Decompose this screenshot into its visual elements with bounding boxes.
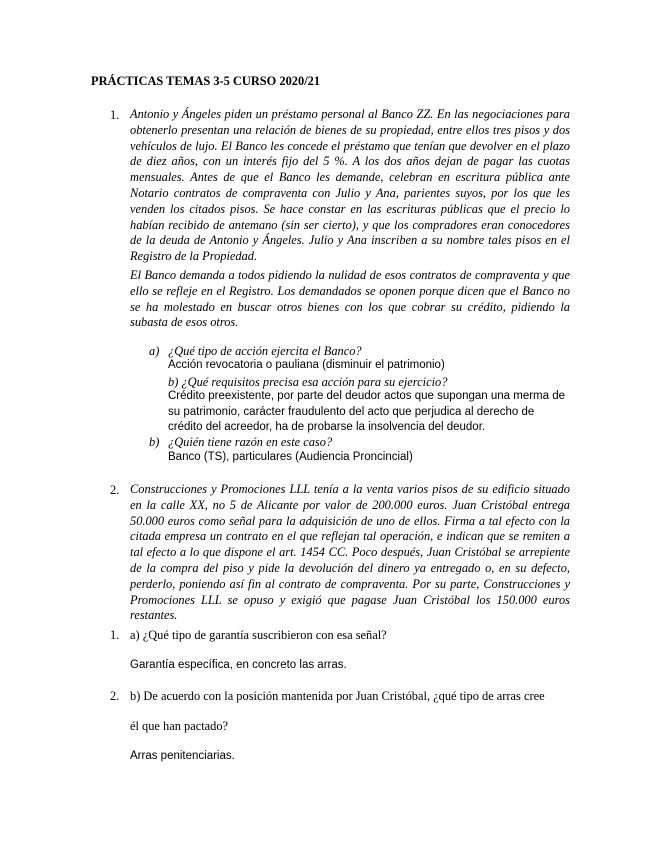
followup2-question-cont: él que han pactado?	[130, 719, 229, 733]
case1-q2-question: b) ¿Qué requisitos precisa esa acción para su ejercicio?	[168, 375, 448, 389]
case1-q1-question: ¿Qué tipo de acción ejercita el Banco?	[168, 344, 362, 358]
case1-q1-marker: a)	[149, 344, 160, 358]
document-title: PRÁCTICAS TEMAS 3-5 CURSO 2020/21	[91, 74, 321, 88]
case1-q2-answer: Crédito preexistente, por parte del deudor actos que supongan una merma de su patrimonio, carácter fraudulento del acto que perjudica al derecho de crédito del acreedor, ha de probarse la insolvencia del deudor.	[168, 390, 566, 434]
case1-paragraph2: El Banco demanda a todos pidiendo la nulidad de esos contratos de compraventa y que ello se refleje en el Registro. Los demandados se oponen porque dicen que el Banco no se ha molestado en buscar otros bienes con los que cobrar su crédito, pidiendo la subasta de esos otros.	[130, 268, 570, 330]
followup2-number: 2.	[110, 689, 120, 703]
followup2-question: b) De acuerdo con la posición mantenida por Juan Cristóbal, ¿qué tipo de arras cree	[130, 689, 545, 703]
followup1-number: 1.	[110, 628, 120, 642]
followup1-question: a) ¿Qué tipo de garantía suscribieron con esa señal?	[130, 628, 387, 642]
followup1-answer: Garantía específica, en concreto las arras.	[130, 659, 347, 671]
followup2-answer: Arras penitenciarias.	[130, 750, 235, 762]
case1-q3-question: ¿Quién tiene razón en este caso?	[168, 435, 333, 449]
case2-paragraph: Construcciones y Promociones LLL tenía a la venta varios pisos de su edificio situado en la calle XX, no 5 de Alicante por valor de 200.000 euros. Juan Cristóbal entrega 50.000 euros como señal para la adquisición de uno de ellos. Firma a tal efecto con la citada empresa un contrato en el que reflejan tal operación, e indican que se remiten a tal efecto a lo que dispone el art. 1454 CC. Poco después, Juan Cristóbal se arrepiente de la compra del piso y pide la devolución del dinero ya entregado o, en su defecto, perderlo, poniendo así fin al contrato de compraventa. Por su parte, Construcciones y Promociones LLL se opuso y exigió que pagase Juan Cristóbal los 150.000 euros restantes.	[130, 482, 570, 623]
case1-number: 1.	[110, 108, 120, 122]
case1-q3-marker: b)	[149, 435, 160, 449]
case1-q1-answer: Acción revocatoria o pauliana (disminuir el patrimonio)	[168, 359, 445, 371]
case1-paragraph1: Antonio y Ángeles piden un préstamo personal al Banco ZZ. En las negociaciones para obtenerlo presentan una relación de bienes de su propiedad, entre ellos tres pisos y dos vehículos de lujo. El Banco les concede el préstamo que tenían que devolver en el plazo de diez años, con un interés fijo del 5 %. A los dos años dejan de pagar las cuotas mensuales. Antes de que el Banco les demande, celebran en escritura pública ante Notario contratos de compraventa con Julio y Ana, parientes suyos, por los que les venden los citados pisos. Se hace constar en las escrituras públicas que el precio lo habían recibido de antemano (sin ser cierto), y que los compradores eran conocedores de la deuda de Antonio y Ángeles. Julio y Ana inscriben a su nombre tales pisos en el Registro de la Propiedad.	[130, 107, 570, 264]
case1-q3-answer: Banco (TS), particulares (Audiencia Proncincial)	[168, 451, 413, 463]
case2-number: 2.	[110, 483, 120, 497]
